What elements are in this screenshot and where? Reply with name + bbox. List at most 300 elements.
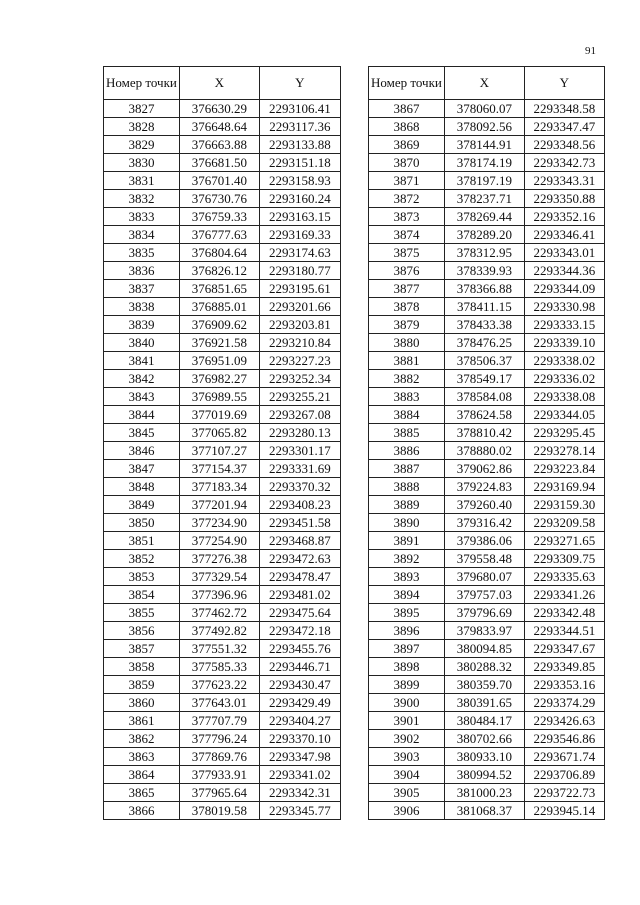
header-point-number: Номер точки — [104, 67, 180, 100]
cell-y: 2293478.47 — [259, 568, 340, 586]
cell-x: 378366.88 — [444, 280, 524, 298]
table-row — [104, 658, 341, 676]
cell-x: 377107.27 — [179, 442, 259, 460]
cell-y: 2293481.02 — [259, 586, 340, 604]
table-row — [369, 136, 605, 154]
cell-x: 376982.27 — [179, 370, 259, 388]
cell-y: 2293343.01 — [524, 244, 604, 262]
cell-x: 378312.95 — [444, 244, 524, 262]
table-row — [104, 460, 341, 478]
table-row — [369, 352, 605, 370]
cell-x: 377019.69 — [179, 406, 259, 424]
cell-point-number: 3865 — [104, 784, 180, 802]
cell-point-number: 3831 — [104, 172, 180, 190]
cell-x: 380994.52 — [444, 766, 524, 784]
cell-x: 380391.65 — [444, 694, 524, 712]
table-row — [369, 244, 605, 262]
cell-x: 380702.66 — [444, 730, 524, 748]
cell-y: 2293163.15 — [259, 208, 340, 226]
cell-point-number: 3845 — [104, 424, 180, 442]
cell-x: 378144.91 — [444, 136, 524, 154]
cell-x: 378237.71 — [444, 190, 524, 208]
cell-y: 2293330.98 — [524, 298, 604, 316]
table-row — [104, 244, 341, 262]
cell-x: 377707.79 — [179, 712, 259, 730]
cell-y: 2293117.36 — [259, 118, 340, 136]
cell-point-number: 3856 — [104, 622, 180, 640]
cell-point-number: 3884 — [369, 406, 445, 424]
cell-point-number: 3852 — [104, 550, 180, 568]
table-row — [369, 298, 605, 316]
table-row — [104, 478, 341, 496]
cell-y: 2293349.85 — [524, 658, 604, 676]
cell-y: 2293350.88 — [524, 190, 604, 208]
table-row — [369, 406, 605, 424]
cell-y: 2293353.16 — [524, 676, 604, 694]
cell-point-number: 3894 — [369, 586, 445, 604]
table-row — [369, 784, 605, 802]
cell-point-number: 3850 — [104, 514, 180, 532]
table-row — [104, 208, 341, 226]
cell-y: 2293341.02 — [259, 766, 340, 784]
cell-point-number: 3876 — [369, 262, 445, 280]
table-row — [104, 172, 341, 190]
cell-y: 2293159.30 — [524, 496, 604, 514]
cell-x: 377276.38 — [179, 550, 259, 568]
cell-y: 2293347.67 — [524, 640, 604, 658]
table-row — [104, 568, 341, 586]
table-row — [104, 766, 341, 784]
cell-point-number: 3868 — [369, 118, 445, 136]
cell-x: 376663.88 — [179, 136, 259, 154]
cell-x: 381000.23 — [444, 784, 524, 802]
table-row — [369, 676, 605, 694]
cell-point-number: 3867 — [369, 100, 445, 118]
cell-point-number: 3872 — [369, 190, 445, 208]
table-row — [369, 712, 605, 730]
table-row — [104, 604, 341, 622]
table-row — [104, 370, 341, 388]
cell-x: 379386.06 — [444, 532, 524, 550]
cell-point-number: 3879 — [369, 316, 445, 334]
table-row — [104, 622, 341, 640]
cell-x: 379796.69 — [444, 604, 524, 622]
cell-point-number: 3882 — [369, 370, 445, 388]
cell-y: 2293352.16 — [524, 208, 604, 226]
cell-point-number: 3836 — [104, 262, 180, 280]
cell-x: 377154.37 — [179, 460, 259, 478]
table-row — [369, 334, 605, 352]
table-row — [104, 154, 341, 172]
table-row — [104, 298, 341, 316]
cell-y: 2293671.74 — [524, 748, 604, 766]
table-row — [104, 730, 341, 748]
table-row — [104, 784, 341, 802]
coordinates-table-right — [368, 66, 605, 820]
cell-x: 377869.76 — [179, 748, 259, 766]
table-header-row — [104, 67, 341, 100]
cell-point-number: 3835 — [104, 244, 180, 262]
cell-point-number: 3904 — [369, 766, 445, 784]
cell-point-number: 3854 — [104, 586, 180, 604]
cell-y: 2293158.93 — [259, 172, 340, 190]
table-row — [369, 208, 605, 226]
table-row — [104, 676, 341, 694]
cell-x: 376921.58 — [179, 334, 259, 352]
cell-y: 2293331.69 — [259, 460, 340, 478]
cell-point-number: 3858 — [104, 658, 180, 676]
cell-x: 379062.86 — [444, 460, 524, 478]
cell-point-number: 3881 — [369, 352, 445, 370]
cell-x: 379224.83 — [444, 478, 524, 496]
cell-x: 377254.90 — [179, 532, 259, 550]
table-row — [369, 748, 605, 766]
cell-y: 2293342.31 — [259, 784, 340, 802]
cell-x: 376851.65 — [179, 280, 259, 298]
cell-point-number: 3883 — [369, 388, 445, 406]
cell-x: 379558.48 — [444, 550, 524, 568]
table-row — [369, 640, 605, 658]
cell-y: 2293280.13 — [259, 424, 340, 442]
cell-x: 377623.22 — [179, 676, 259, 694]
table-row — [369, 622, 605, 640]
cell-x: 379680.07 — [444, 568, 524, 586]
cell-x: 378289.20 — [444, 226, 524, 244]
cell-y: 2293336.02 — [524, 370, 604, 388]
cell-y: 2293252.34 — [259, 370, 340, 388]
cell-y: 2293945.14 — [524, 802, 604, 820]
table-row — [369, 172, 605, 190]
cell-point-number: 3838 — [104, 298, 180, 316]
cell-point-number: 3885 — [369, 424, 445, 442]
cell-point-number: 3866 — [104, 802, 180, 820]
cell-x: 378339.93 — [444, 262, 524, 280]
cell-y: 2293468.87 — [259, 532, 340, 550]
header-x: X — [444, 67, 524, 100]
cell-point-number: 3871 — [369, 172, 445, 190]
cell-point-number: 3864 — [104, 766, 180, 784]
cell-x: 377201.94 — [179, 496, 259, 514]
cell-y: 2293347.47 — [524, 118, 604, 136]
cell-point-number: 3843 — [104, 388, 180, 406]
cell-point-number: 3891 — [369, 532, 445, 550]
cell-x: 376885.01 — [179, 298, 259, 316]
table-row — [104, 550, 341, 568]
table-row — [369, 694, 605, 712]
cell-x: 378880.02 — [444, 442, 524, 460]
cell-y: 2293345.77 — [259, 802, 340, 820]
coordinates-table-left — [103, 66, 341, 820]
cell-y: 2293133.88 — [259, 136, 340, 154]
cell-y: 2293169.33 — [259, 226, 340, 244]
cell-point-number: 3863 — [104, 748, 180, 766]
cell-y: 2293195.61 — [259, 280, 340, 298]
cell-point-number: 3846 — [104, 442, 180, 460]
table-row — [104, 352, 341, 370]
cell-point-number: 3889 — [369, 496, 445, 514]
table-row — [369, 568, 605, 586]
cell-point-number: 3887 — [369, 460, 445, 478]
cell-y: 2293348.56 — [524, 136, 604, 154]
cell-x: 377492.82 — [179, 622, 259, 640]
cell-y: 2293344.05 — [524, 406, 604, 424]
cell-y: 2293342.73 — [524, 154, 604, 172]
table-row — [104, 694, 341, 712]
table-row — [369, 190, 605, 208]
table-row — [369, 100, 605, 118]
cell-y: 2293333.15 — [524, 316, 604, 334]
cell-x: 377329.54 — [179, 568, 259, 586]
cell-x: 380288.32 — [444, 658, 524, 676]
cell-point-number: 3900 — [369, 694, 445, 712]
table-row — [104, 406, 341, 424]
cell-point-number: 3886 — [369, 442, 445, 460]
cell-y: 2293342.48 — [524, 604, 604, 622]
cell-x: 376951.09 — [179, 352, 259, 370]
table-row — [104, 586, 341, 604]
cell-x: 380359.70 — [444, 676, 524, 694]
cell-y: 2293429.49 — [259, 694, 340, 712]
cell-y: 2293201.66 — [259, 298, 340, 316]
cell-x: 376826.12 — [179, 262, 259, 280]
cell-x: 380484.17 — [444, 712, 524, 730]
cell-y: 2293347.98 — [259, 748, 340, 766]
cell-point-number: 3895 — [369, 604, 445, 622]
cell-x: 378060.07 — [444, 100, 524, 118]
cell-point-number: 3880 — [369, 334, 445, 352]
cell-y: 2293267.08 — [259, 406, 340, 424]
cell-y: 2293255.21 — [259, 388, 340, 406]
table-row — [104, 334, 341, 352]
cell-y: 2293344.09 — [524, 280, 604, 298]
cell-x: 378433.38 — [444, 316, 524, 334]
cell-x: 378411.15 — [444, 298, 524, 316]
cell-x: 379833.97 — [444, 622, 524, 640]
cell-x: 378174.19 — [444, 154, 524, 172]
table-row — [369, 388, 605, 406]
cell-y: 2293335.63 — [524, 568, 604, 586]
cell-point-number: 3834 — [104, 226, 180, 244]
cell-y: 2293408.23 — [259, 496, 340, 514]
cell-y: 2293404.27 — [259, 712, 340, 730]
cell-point-number: 3861 — [104, 712, 180, 730]
cell-point-number: 3837 — [104, 280, 180, 298]
cell-point-number: 3830 — [104, 154, 180, 172]
header-y: Y — [259, 67, 340, 100]
table-row — [104, 496, 341, 514]
cell-x: 376701.40 — [179, 172, 259, 190]
cell-point-number: 3849 — [104, 496, 180, 514]
table-row — [369, 262, 605, 280]
cell-point-number: 3888 — [369, 478, 445, 496]
table-row — [369, 658, 605, 676]
cell-point-number: 3828 — [104, 118, 180, 136]
table-row — [104, 532, 341, 550]
cell-x: 377234.90 — [179, 514, 259, 532]
cell-point-number: 3841 — [104, 352, 180, 370]
cell-y: 2293341.26 — [524, 586, 604, 604]
cell-y: 2293344.36 — [524, 262, 604, 280]
cell-point-number: 3892 — [369, 550, 445, 568]
cell-point-number: 3902 — [369, 730, 445, 748]
table-row — [369, 586, 605, 604]
table-row — [369, 766, 605, 784]
cell-y: 2293344.51 — [524, 622, 604, 640]
cell-point-number: 3859 — [104, 676, 180, 694]
cell-y: 2293309.75 — [524, 550, 604, 568]
cell-point-number: 3842 — [104, 370, 180, 388]
cell-y: 2293169.94 — [524, 478, 604, 496]
table-row — [369, 460, 605, 478]
cell-y: 2293301.17 — [259, 442, 340, 460]
cell-point-number: 3848 — [104, 478, 180, 496]
cell-x: 377965.64 — [179, 784, 259, 802]
cell-point-number: 3833 — [104, 208, 180, 226]
cell-x: 376759.33 — [179, 208, 259, 226]
table-row — [104, 190, 341, 208]
cell-y: 2293278.14 — [524, 442, 604, 460]
table-row — [369, 424, 605, 442]
cell-point-number: 3869 — [369, 136, 445, 154]
cell-x: 381068.37 — [444, 802, 524, 820]
cell-y: 2293210.84 — [259, 334, 340, 352]
table-row — [369, 604, 605, 622]
table-row — [104, 802, 341, 820]
cell-x: 376681.50 — [179, 154, 259, 172]
cell-point-number: 3899 — [369, 676, 445, 694]
cell-y: 2293338.08 — [524, 388, 604, 406]
table-row — [104, 100, 341, 118]
cell-point-number: 3897 — [369, 640, 445, 658]
cell-y: 2293546.86 — [524, 730, 604, 748]
cell-y: 2293203.81 — [259, 316, 340, 334]
cell-point-number: 3857 — [104, 640, 180, 658]
table-row — [369, 550, 605, 568]
cell-point-number: 3873 — [369, 208, 445, 226]
cell-point-number: 3903 — [369, 748, 445, 766]
cell-point-number: 3853 — [104, 568, 180, 586]
header-point-number: Номер точки — [369, 67, 445, 100]
cell-y: 2293370.10 — [259, 730, 340, 748]
cell-point-number: 3878 — [369, 298, 445, 316]
cell-x: 376777.63 — [179, 226, 259, 244]
table-row — [369, 478, 605, 496]
cell-x: 379316.42 — [444, 514, 524, 532]
cell-y: 2293151.18 — [259, 154, 340, 172]
table-row — [104, 118, 341, 136]
cell-x: 377643.01 — [179, 694, 259, 712]
cell-point-number: 3898 — [369, 658, 445, 676]
cell-x: 378269.44 — [444, 208, 524, 226]
table-row — [104, 280, 341, 298]
header-y: Y — [524, 67, 604, 100]
cell-point-number: 3840 — [104, 334, 180, 352]
cell-x: 380094.85 — [444, 640, 524, 658]
cell-y: 2293346.41 — [524, 226, 604, 244]
cell-y: 2293374.29 — [524, 694, 604, 712]
table-row — [369, 154, 605, 172]
cell-y: 2293348.58 — [524, 100, 604, 118]
cell-point-number: 3851 — [104, 532, 180, 550]
cell-y: 2293227.23 — [259, 352, 340, 370]
cell-y: 2293426.63 — [524, 712, 604, 730]
table-row — [104, 226, 341, 244]
cell-y: 2293451.58 — [259, 514, 340, 532]
table-row — [369, 802, 605, 820]
cell-x: 378019.58 — [179, 802, 259, 820]
cell-y: 2293455.76 — [259, 640, 340, 658]
cell-point-number: 3877 — [369, 280, 445, 298]
cell-y: 2293722.73 — [524, 784, 604, 802]
cell-y: 2293223.84 — [524, 460, 604, 478]
cell-point-number: 3896 — [369, 622, 445, 640]
cell-y: 2293370.32 — [259, 478, 340, 496]
table-row — [104, 424, 341, 442]
cell-y: 2293343.31 — [524, 172, 604, 190]
table-row — [369, 730, 605, 748]
cell-x: 378092.56 — [444, 118, 524, 136]
cell-x: 377796.24 — [179, 730, 259, 748]
cell-point-number: 3905 — [369, 784, 445, 802]
cell-point-number: 3906 — [369, 802, 445, 820]
cell-x: 376909.62 — [179, 316, 259, 334]
cell-x: 377183.34 — [179, 478, 259, 496]
table-row — [369, 496, 605, 514]
cell-x: 376989.55 — [179, 388, 259, 406]
cell-point-number: 3893 — [369, 568, 445, 586]
cell-x: 378624.58 — [444, 406, 524, 424]
cell-point-number: 3890 — [369, 514, 445, 532]
cell-point-number: 3875 — [369, 244, 445, 262]
cell-point-number: 3829 — [104, 136, 180, 154]
cell-x: 378476.25 — [444, 334, 524, 352]
cell-x: 378810.42 — [444, 424, 524, 442]
cell-x: 380933.10 — [444, 748, 524, 766]
table-row — [104, 640, 341, 658]
cell-y: 2293339.10 — [524, 334, 604, 352]
table-row — [104, 136, 341, 154]
table-row — [104, 316, 341, 334]
cell-x: 376648.64 — [179, 118, 259, 136]
cell-point-number: 3855 — [104, 604, 180, 622]
cell-y: 2293472.63 — [259, 550, 340, 568]
cell-y: 2293106.41 — [259, 100, 340, 118]
cell-point-number: 3832 — [104, 190, 180, 208]
cell-x: 377551.32 — [179, 640, 259, 658]
cell-x: 376804.64 — [179, 244, 259, 262]
cell-x: 376630.29 — [179, 100, 259, 118]
cell-y: 2293160.24 — [259, 190, 340, 208]
table-row — [104, 442, 341, 460]
table-row — [104, 712, 341, 730]
cell-x: 378197.19 — [444, 172, 524, 190]
cell-y: 2293475.64 — [259, 604, 340, 622]
cell-x: 379260.40 — [444, 496, 524, 514]
table-row — [104, 514, 341, 532]
table-row — [369, 316, 605, 334]
cell-y: 2293271.65 — [524, 532, 604, 550]
cell-point-number: 3839 — [104, 316, 180, 334]
page-number: 91 — [585, 45, 596, 57]
cell-point-number: 3844 — [104, 406, 180, 424]
cell-point-number: 3862 — [104, 730, 180, 748]
cell-x: 376730.76 — [179, 190, 259, 208]
cell-x: 377065.82 — [179, 424, 259, 442]
cell-y: 2293295.45 — [524, 424, 604, 442]
cell-x: 378584.08 — [444, 388, 524, 406]
table-row — [104, 262, 341, 280]
cell-x: 377585.33 — [179, 658, 259, 676]
